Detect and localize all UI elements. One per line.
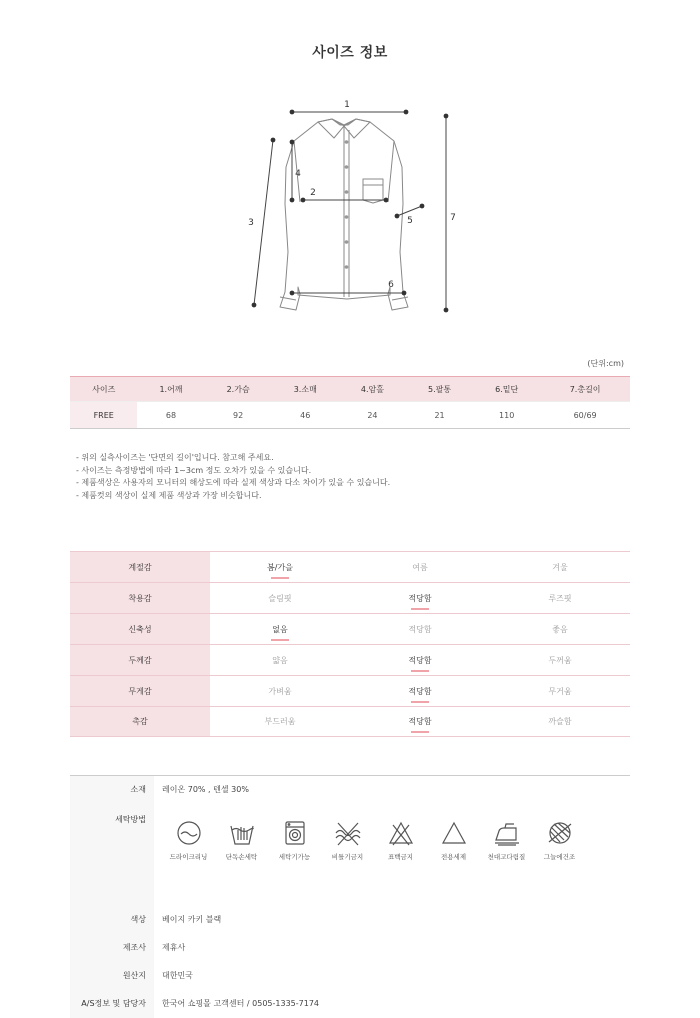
feel-option: 없음 (210, 614, 350, 644)
info-value: 레이온 70% , 텐셀 30% (162, 785, 249, 794)
label-chest: 2 (310, 188, 316, 198)
wash-item (162, 818, 215, 886)
wash-item (374, 818, 427, 886)
feel-option: 좋음 (552, 624, 568, 634)
info-row-color (70, 906, 630, 934)
label-armhole: 4 (295, 169, 301, 179)
info-label: 제조사 (70, 934, 154, 962)
info-value: 한국어 쇼핑몰 고객센터 / 0505-1335-7174 (162, 999, 319, 1008)
info-row-wash (70, 804, 630, 886)
no-bleach-icon (386, 818, 416, 848)
feel-label: 신축성 (70, 614, 210, 644)
page-title: 사이즈 정보 (312, 45, 388, 61)
label-hem: 6 (388, 280, 394, 290)
label-shoulder: 1 (344, 100, 350, 110)
table-header-cell: 2.가슴 (205, 377, 272, 402)
wash-label: 세탁기가능 (278, 853, 311, 861)
feel-option: 적당함 (408, 624, 432, 634)
wash-item (427, 818, 480, 886)
wash-item (533, 818, 586, 886)
table-cell: FREE (70, 402, 137, 429)
info-row-material (70, 776, 630, 804)
feel-option: 봄/가을 (210, 552, 350, 582)
unit-label: (단위:cm) (587, 359, 624, 368)
note-line: - 제품색상은 사용자의 모니터의 해상도에 따라 실제 색상과 다소 차이가 있을 수 있습니다. (76, 478, 391, 487)
info-row-maker (70, 934, 630, 962)
size-table (70, 376, 630, 429)
table-header-cell: 1.어깨 (137, 377, 204, 402)
wash-icon-list (154, 804, 630, 886)
washing-machine-icon (280, 818, 310, 848)
feel-row-fit (70, 582, 630, 613)
table-header-cell: 3.소매 (272, 377, 339, 402)
hand-wash-icon (227, 818, 257, 848)
label-sleeve: 3 (248, 218, 254, 228)
feel-option: 얇음 (272, 655, 288, 665)
feel-row-weight (70, 675, 630, 706)
table-cell: 110 (473, 402, 540, 429)
table-header-cell: 6.밑단 (473, 377, 540, 402)
feel-option: 적당함 (350, 583, 490, 613)
feel-label: 계절감 (70, 552, 210, 582)
table-cell: 92 (205, 402, 272, 429)
feel-option: 적당함 (350, 707, 490, 736)
wash-label: 비틀기금지 (331, 853, 364, 861)
wash-label: 표백금지 (387, 853, 414, 861)
table-cell: 24 (339, 402, 406, 429)
wash-item (321, 818, 374, 886)
info-value: 제휴사 (162, 943, 186, 952)
feel-option: 부드러움 (264, 717, 296, 726)
feel-label: 무게감 (70, 676, 210, 706)
product-info-table (70, 775, 630, 1018)
info-label: 소재 (70, 776, 154, 804)
shirt-illustration (240, 92, 460, 322)
info-label: 원산지 (70, 962, 154, 990)
wash-label: 단독손세탁 (225, 853, 258, 861)
feel-option: 적당함 (350, 645, 490, 675)
size-notes (76, 452, 390, 502)
feel-label: 촉감 (70, 707, 210, 736)
feel-label: 착용감 (70, 583, 210, 613)
info-label-spacer (70, 886, 154, 906)
table-row (70, 402, 630, 429)
feel-option: 두꺼움 (548, 655, 572, 665)
wash-item (268, 818, 321, 886)
wash-label: 전용세제 (440, 853, 467, 861)
size-table-header (70, 377, 630, 402)
label-total-length: 7 (450, 213, 456, 223)
label-arm-width: 5 (407, 216, 413, 226)
info-spacer (70, 886, 630, 906)
info-label: 세탁방법 (70, 804, 154, 886)
fit-feel-table (70, 551, 630, 737)
shade-dry-icon (545, 818, 575, 848)
note-line: - 사이즈는 측정방법에 따라 1~3cm 정도 오차가 있을 수 있습니다. (76, 465, 312, 475)
note-line: - 제품컷의 색상이 실제 제품 색상과 가장 비슷합니다. (76, 490, 262, 500)
dry-clean-icon (174, 818, 204, 848)
feel-row-stretch (70, 613, 630, 644)
feel-row-thickness (70, 644, 630, 675)
feel-option: 여름 (412, 562, 428, 572)
feel-option: 겨울 (552, 562, 568, 572)
iron-icon (492, 818, 522, 848)
info-label: A/S정보 및 담당자 (70, 990, 154, 1018)
table-header-cell: 4.암홀 (339, 377, 406, 402)
wash-item (480, 818, 533, 886)
table-cell: 68 (137, 402, 204, 429)
note-line: - 위의 실측사이즈는 '단면의 길이'입니다. 참고해 주세요. (76, 453, 274, 462)
shirt-measurement-diagram (240, 92, 460, 322)
feel-option: 무거움 (548, 686, 572, 696)
wash-label: 그늘에건조 (543, 853, 576, 861)
wash-label: 드라이크리닝 (169, 853, 208, 861)
table-header-cell: 7.총길이 (540, 377, 630, 402)
feel-option: 까슬함 (548, 717, 572, 726)
no-wring-icon (333, 818, 363, 848)
wash-item (215, 818, 268, 886)
feel-option: 적당함 (350, 676, 490, 706)
table-cell: 60/69 (540, 402, 630, 429)
wash-label: 천대고다림질 (487, 853, 526, 861)
neutral-detergent-icon (439, 818, 469, 848)
info-label: 색상 (70, 906, 154, 934)
feel-row-season (70, 551, 630, 582)
info-value: 베이지 카키 블랙 (162, 915, 222, 924)
table-cell: 21 (406, 402, 473, 429)
info-value: 대한민국 (162, 971, 193, 980)
feel-option: 루즈핏 (548, 593, 572, 603)
feel-option: 가벼움 (268, 686, 292, 696)
info-row-origin (70, 962, 630, 990)
info-value-spacer (154, 886, 630, 906)
table-cell: 46 (272, 402, 339, 429)
info-row-as (70, 990, 630, 1018)
feel-label: 두께감 (70, 645, 210, 675)
table-header-cell: 5.팔통 (406, 377, 473, 402)
table-header-cell: 사이즈 (70, 377, 137, 402)
feel-option: 슬림핏 (268, 593, 292, 603)
feel-row-touch (70, 706, 630, 737)
